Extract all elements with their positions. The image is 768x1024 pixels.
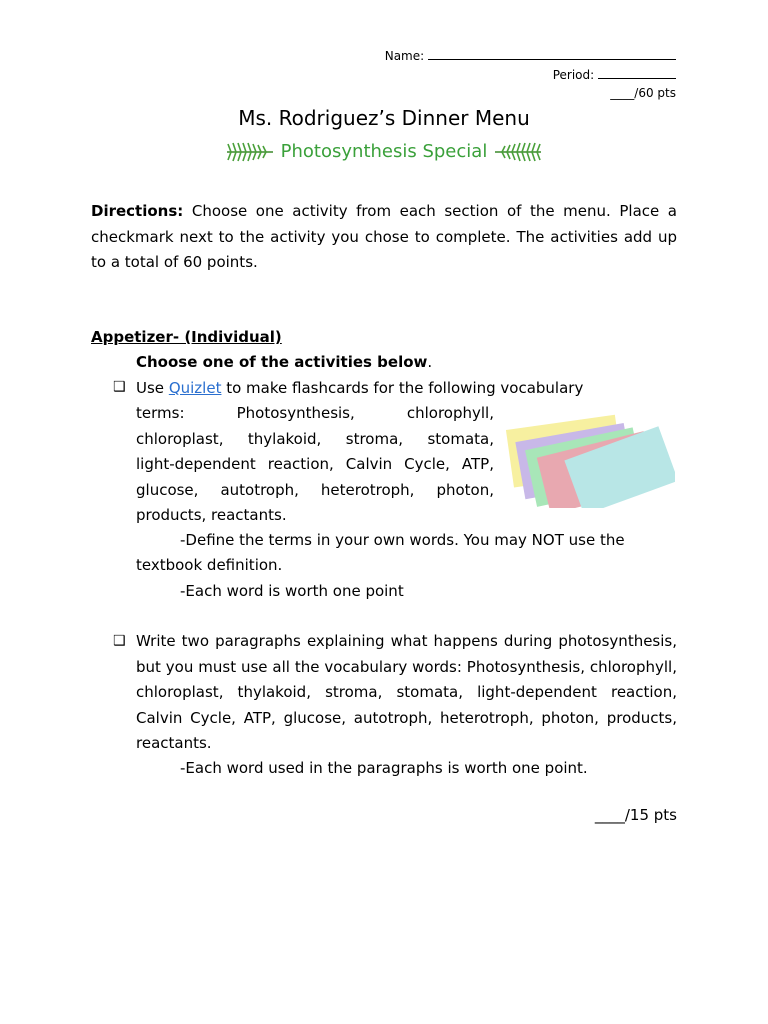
subtitle-row (0, 140, 768, 164)
subtitle: Photosynthesis Special (280, 141, 488, 162)
appetizer-points: ____/15 pts (594, 806, 677, 824)
option1-line1 (136, 376, 677, 402)
option1-line4: light-dependent reaction, Calvin Cycle, ATP, (136, 455, 494, 473)
option1-define-cont: textbook definition. (136, 556, 283, 574)
option2-checkbox[interactable]: ❑ (113, 633, 126, 649)
quizlet-link[interactable]: Quizlet (168, 379, 222, 397)
fern-left-icon (225, 140, 275, 164)
directions-label: Directions: (91, 202, 184, 220)
option1-each-word: -Each word is worth one point (180, 582, 404, 600)
flashcards-image (505, 408, 675, 508)
total-score: ____/60 pts (610, 86, 676, 100)
page-title: Ms. Rodriguez’s Dinner Menu (238, 106, 530, 130)
directions (91, 199, 677, 276)
appetizer-instruction (136, 350, 677, 376)
instruction-punct: . (427, 353, 433, 371)
appetizer-instruction-text: Choose one of the activities below (136, 353, 428, 371)
appetizer-heading (91, 325, 677, 351)
option1-define: -Define the terms in your own words. You may NOT use the (180, 531, 625, 549)
option1-prefix: Use (136, 379, 165, 397)
name-label: Name: (384, 49, 425, 63)
option1-checkbox[interactable]: ❑ (113, 379, 126, 395)
option1-line3: chloroplast, thylakoid, stroma, stomata, (136, 430, 494, 448)
option1-line6: products, reactants. (136, 506, 287, 524)
option1-line2: terms: Photosynthesis, chlorophyll, (136, 404, 494, 422)
period-label: Period: (552, 68, 595, 82)
fern-right-icon (493, 140, 543, 164)
option1-text-1: to make flashcards for the following vocabulary (226, 379, 584, 397)
directions-text: Choose one activity from each section of the menu. Place a checkmark next to the activity you chose to complete. The activities add up to a total of 60 points. (91, 202, 677, 271)
appetizer-heading-text: Appetizer- (Individual) (91, 328, 282, 346)
option2-text: Write two paragraphs explaining what happens during photosynthesis, but you must use all the vocabulary words: Photosynthesis, chlorophyll, chloroplast, thylakoid, stroma, stomata, light-dependent reaction, Calvin Cycle, ATP, glucose, autotroph, heterotroph, photon, products, reactants. (136, 632, 677, 752)
period-line (553, 66, 676, 82)
period-blank (598, 66, 676, 79)
name-line (385, 47, 676, 63)
option1-line5: glucose, autotroph, heterotroph, photon, (136, 481, 494, 499)
name-blank (428, 47, 676, 60)
option2-each-word: -Each word used in the paragraphs is worth one point. (180, 759, 588, 777)
